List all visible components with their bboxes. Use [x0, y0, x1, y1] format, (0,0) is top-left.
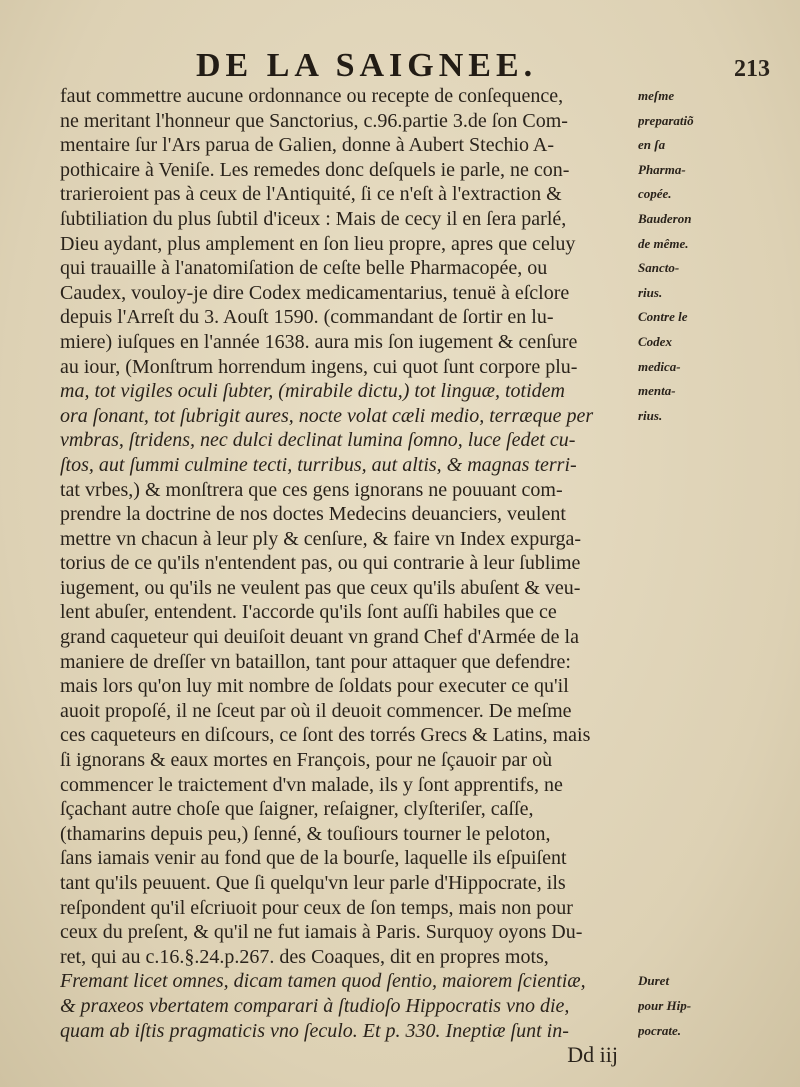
text-line: ceux du preſent, & qu'il ne fut iamais à Paris. Surquoy oyons Du- — [60, 921, 583, 944]
text-line: reſpondent qu'il eſcriuoit pour ceux de ſon temps, mais non pour — [60, 896, 573, 919]
text-line: ſubtiliation du plus ſubtil d'iceux : Mais de cecy il en ſera parlé, — [60, 207, 567, 230]
margin-note: Sancto- — [638, 260, 680, 276]
margin-note — [638, 502, 768, 527]
margin-note — [638, 723, 768, 748]
margin-note: menta- — [638, 383, 676, 399]
text-line: faut commettre aucune ordonnance ou recepte de conſequence, — [60, 85, 564, 107]
margin-note: Contre le — [638, 309, 688, 325]
text-line: commencer le traictement d'vn malade, ils y ſont apprentifs, ne — [60, 773, 563, 796]
page-header — [196, 46, 770, 86]
text-line: prendre la doctrine de nos doctes Medecins deuanciers, veulent — [60, 503, 566, 526]
margin-note: preparatiõ — [638, 112, 694, 128]
margin-note — [638, 551, 768, 576]
text-line: trarieroient pas à ceux de l'Antiquité, ſi ce n'eſt à l'extraction & — [60, 183, 562, 206]
text-line: Dieu aydant, plus amplement en ſon lieu propre, apres que celuy — [60, 232, 576, 255]
margin-note — [638, 896, 768, 921]
margin-note: pour Hip- — [638, 997, 692, 1013]
text-line: auoit propoſé, il ne ſceut par où il deuoit commencer. De meſme — [60, 699, 572, 722]
margin-note — [638, 478, 768, 503]
margin-note — [638, 527, 768, 552]
text-line: Fremant licet omnes, dicam tamen quod ſentio, maiorem ſcientiæ, — [60, 970, 586, 993]
text-line: ſi ignorans & eaux mortes en François, pour ne ſçauoir par où — [60, 749, 553, 772]
margin-note — [638, 699, 768, 724]
text-line: depuis l'Arreſt du 3. Aouſt 1590. (commandant de ſortir en lu- — [60, 306, 554, 329]
margin-note: rius. — [638, 284, 663, 300]
text-line: quam ab iſtis pragmaticis vno ſeculo. Et p. 330. Ineptiæ ſunt in- — [60, 1019, 569, 1042]
margin-note — [638, 576, 768, 601]
text-line: (thamarins depuis peu,) ſenné, & touſiours tourner le peloton, — [60, 822, 551, 845]
margin-note: de même. — [638, 235, 689, 251]
margin-note — [638, 773, 768, 798]
text-line: ora ſonant, tot ſubrigit aures, nocte volat cæli medio, terræque per — [60, 404, 594, 427]
margin-note: copée. — [638, 186, 672, 202]
margin-note — [638, 674, 768, 699]
margin-note — [638, 748, 768, 773]
margin-note: medica- — [638, 358, 681, 374]
margin-note — [638, 600, 768, 625]
margin-note — [638, 846, 768, 871]
text-line: ne meritant l'honneur que Sanctorius, c.96.partie 3.de ſon Com- — [60, 109, 568, 132]
margin-note: Codex — [638, 333, 672, 349]
main-text-block — [60, 84, 638, 1068]
margin-note — [638, 822, 768, 847]
text-line: ſtos, aut ſummi culmine tecti, turribus, aut altis, & magnas terri- — [60, 453, 577, 476]
margin-note: Duret — [638, 973, 670, 989]
margin-note — [638, 945, 768, 970]
running-title: DE LA SAIGNEE. — [196, 47, 538, 84]
text-line: vmbras, ſtridens, nec dulci declinat lumina ſomno, luce ſedet cu- — [60, 429, 576, 452]
margin-note — [638, 920, 768, 945]
text-line: ſans iamais venir au fond que de la bourſe, laquelle ils eſpuiſent — [60, 847, 567, 870]
text-line: mais lors qu'on luy mit nombre de ſoldats pour executer ce qu'il — [60, 675, 569, 698]
margin-note — [638, 625, 768, 650]
margin-note — [638, 453, 768, 478]
text-line: qui trauaille à l'anatomiſation de ceſte belle Pharmacopée, ou — [60, 257, 548, 280]
text-line: pothicaire à Veniſe. Les remedes donc deſquels ie parle, ne con- — [60, 158, 570, 181]
text-line: lent abuſer, entendent. I'accorde qu'ils ſont auſſi habiles que ce — [60, 601, 557, 624]
text-line: mentaire ſur l'Ars parua de Galien, donne à Aubert Stechio A- — [60, 134, 555, 157]
signature-mark: Dd iij — [567, 1043, 618, 1068]
text-line: & praxeos vbertatem comparari à ſtudioſo Hippocratis vno die, — [60, 994, 570, 1017]
margin-note: rius. — [638, 407, 663, 423]
margin-note: meſme — [638, 88, 675, 103]
text-line: ret, qui au c.16.§.24.p.267. des Coaques, dit en propres mots, — [60, 945, 549, 968]
margin-note: pocrate. — [638, 1022, 681, 1038]
margin-notes-column — [638, 84, 768, 1043]
text-line: torius de ce qu'ils n'entendent pas, ou qui contrarie à leur ſublime — [60, 552, 581, 575]
text-line: ma, tot vigiles oculi ſubter, (mirabile dictu,) tot linguæ, totidem — [60, 380, 565, 403]
text-line: au iour, (Monſtrum horrendum ingens, cui quot ſunt corpore plu- — [60, 355, 578, 378]
text-line: ſçachant autre choſe que ſaigner, reſaigner, clyſteriſer, caſſe, — [60, 798, 534, 821]
margin-note: en ſa — [638, 137, 666, 153]
margin-note — [638, 650, 768, 675]
margin-note: Bauderon — [638, 210, 692, 226]
margin-note: Pharma- — [638, 161, 686, 177]
text-line: ces caqueteurs en diſcours, ce ſont des torrés Grecs & Latins, mais — [60, 724, 591, 747]
page-number: 213 — [734, 56, 770, 82]
text-line: Caudex, vouloy-je dire Codex medicamentarius, tenuë à eſclore — [60, 281, 570, 304]
margin-note — [638, 871, 768, 896]
text-line: maniere de dreſſer vn bataillon, tant pour attaquer que defendre: — [60, 650, 571, 673]
text-line: tant qu'ils peuuent. Que ſi quelqu'vn leur parle d'Hippocrate, ils — [60, 872, 566, 894]
text-line: mettre vn chacun à leur ply & cenſure, & faire vn Index expurga- — [60, 527, 582, 550]
text-line: tat vrbes,) & monſtrera que ces gens ignorans ne pouuant com- — [60, 478, 563, 501]
margin-note — [638, 797, 768, 822]
text-line: iugement, ou qu'ils ne veulent pas que ceux qu'ils abuſent & veu- — [60, 576, 581, 599]
margin-note — [638, 428, 768, 453]
text-line: miere) iuſques en l'année 1638. aura mis ſon iugement & cenſure — [60, 330, 578, 353]
text-line: grand caqueteur qui deuiſoit deuant vn grand Chef d'Armée de la — [60, 626, 579, 649]
